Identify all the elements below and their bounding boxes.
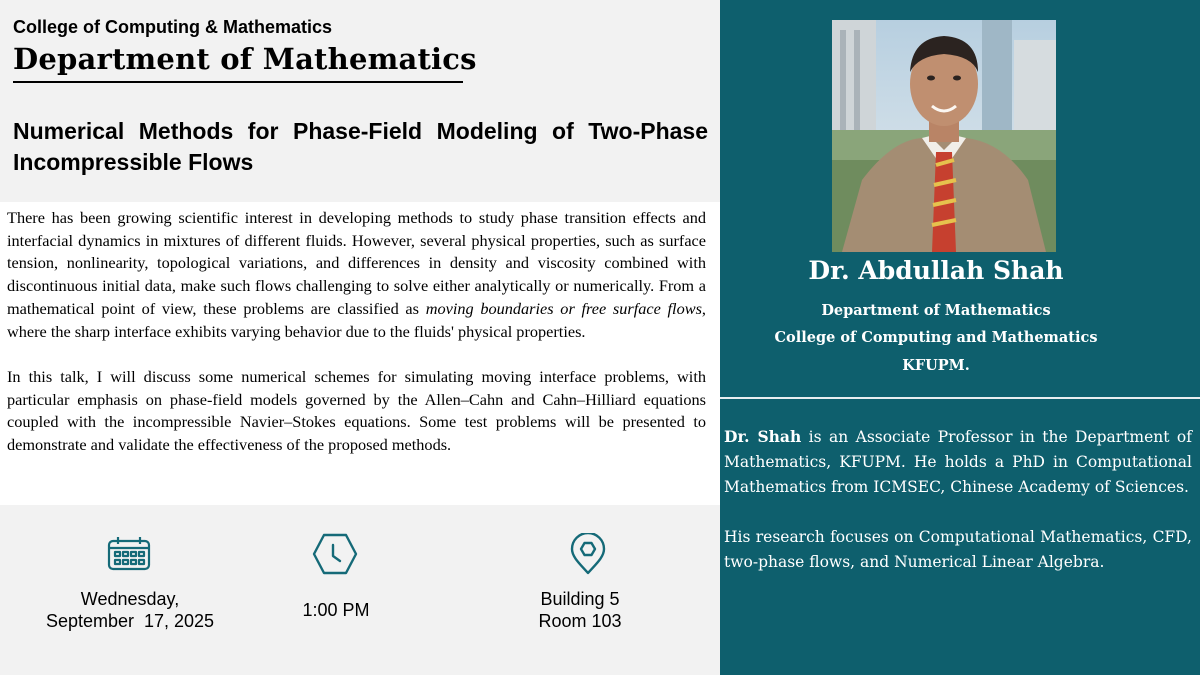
bio-text-1: is an Associate Professor in the Department of Mathematics, KFUPM. He holds a PhD in Computational Mathematics from ICMSEC, Chinese Academy of Sciences. [724, 428, 1192, 496]
college-name: College of Computing & Mathematics [13, 17, 333, 37]
event-location [500, 588, 660, 632]
bio-paragraph-2: His research focuses on Computational Mathematics, CFD, two-phase flows, and Numerical Linear Algebra. [724, 528, 1192, 571]
talk-title: Numerical Methods for Phase-Field Modeling of Two-Phase Incompressible Flows [13, 118, 708, 175]
calendar-icon [106, 535, 152, 571]
event-full-date: September 17, 2025 [45, 611, 215, 631]
abstract-p1-emphasis: moving boundaries or free surface flows [425, 298, 702, 318]
abstract-p1-start: There has been growing scientific interest in developing methods to study phase transition effects and interfacial dynamics in mixtures of different fluids. However, several physical properties, such as surface tension, nonlinearity, topological variations, and differences in density and viscosity combined with discontinuous initial data, make such flows challenging to solve either analytically or numerically. From a mathematical point of view, these problems are classified as [7, 208, 706, 318]
location-pin-icon [570, 533, 606, 575]
speaker-department: Department of Mathematics [821, 302, 1051, 319]
event-date [20, 588, 240, 632]
bio-speaker-name: Dr. Shah [724, 427, 802, 446]
abstract [7, 207, 706, 479]
speaker-name: Dr. Abdullah Shah [808, 256, 1064, 285]
speaker-bio [724, 424, 1192, 600]
event-building: Building 5 [540, 589, 620, 609]
bio-paragraph-1 [724, 424, 1192, 500]
event-weekday: Wednesday, [80, 589, 180, 609]
clock-icon [312, 533, 358, 575]
department-underline [13, 81, 463, 83]
speaker-divider [720, 397, 1200, 399]
department-heading: Department of Mathematics [13, 42, 477, 76]
speaker-university: KFUPM. [902, 357, 970, 374]
event-room: Room 103 [538, 611, 622, 631]
speaker-college: College of Computing and Mathematics [774, 329, 1098, 346]
abstract-paragraph-2: In this talk, I will discuss some numerical schemes for simulating moving interface problems, with particular emphasis on phase-field models governed by the Allen–Cahn and Cahn–Hilliard equations coupled with the incompressible Navier–Stokes equations. Some test problems will be presented to demonstrate and validate the effectiveness of the proposed methods. [7, 366, 706, 455]
event-time: 1:00 PM [302, 600, 370, 620]
abstract-p1-end: , where the sharp interface exhibits varying behavior due to the fluids' physical properties. [7, 298, 706, 341]
abstract-paragraph-1 [7, 207, 706, 343]
speaker-photo [832, 20, 1056, 252]
